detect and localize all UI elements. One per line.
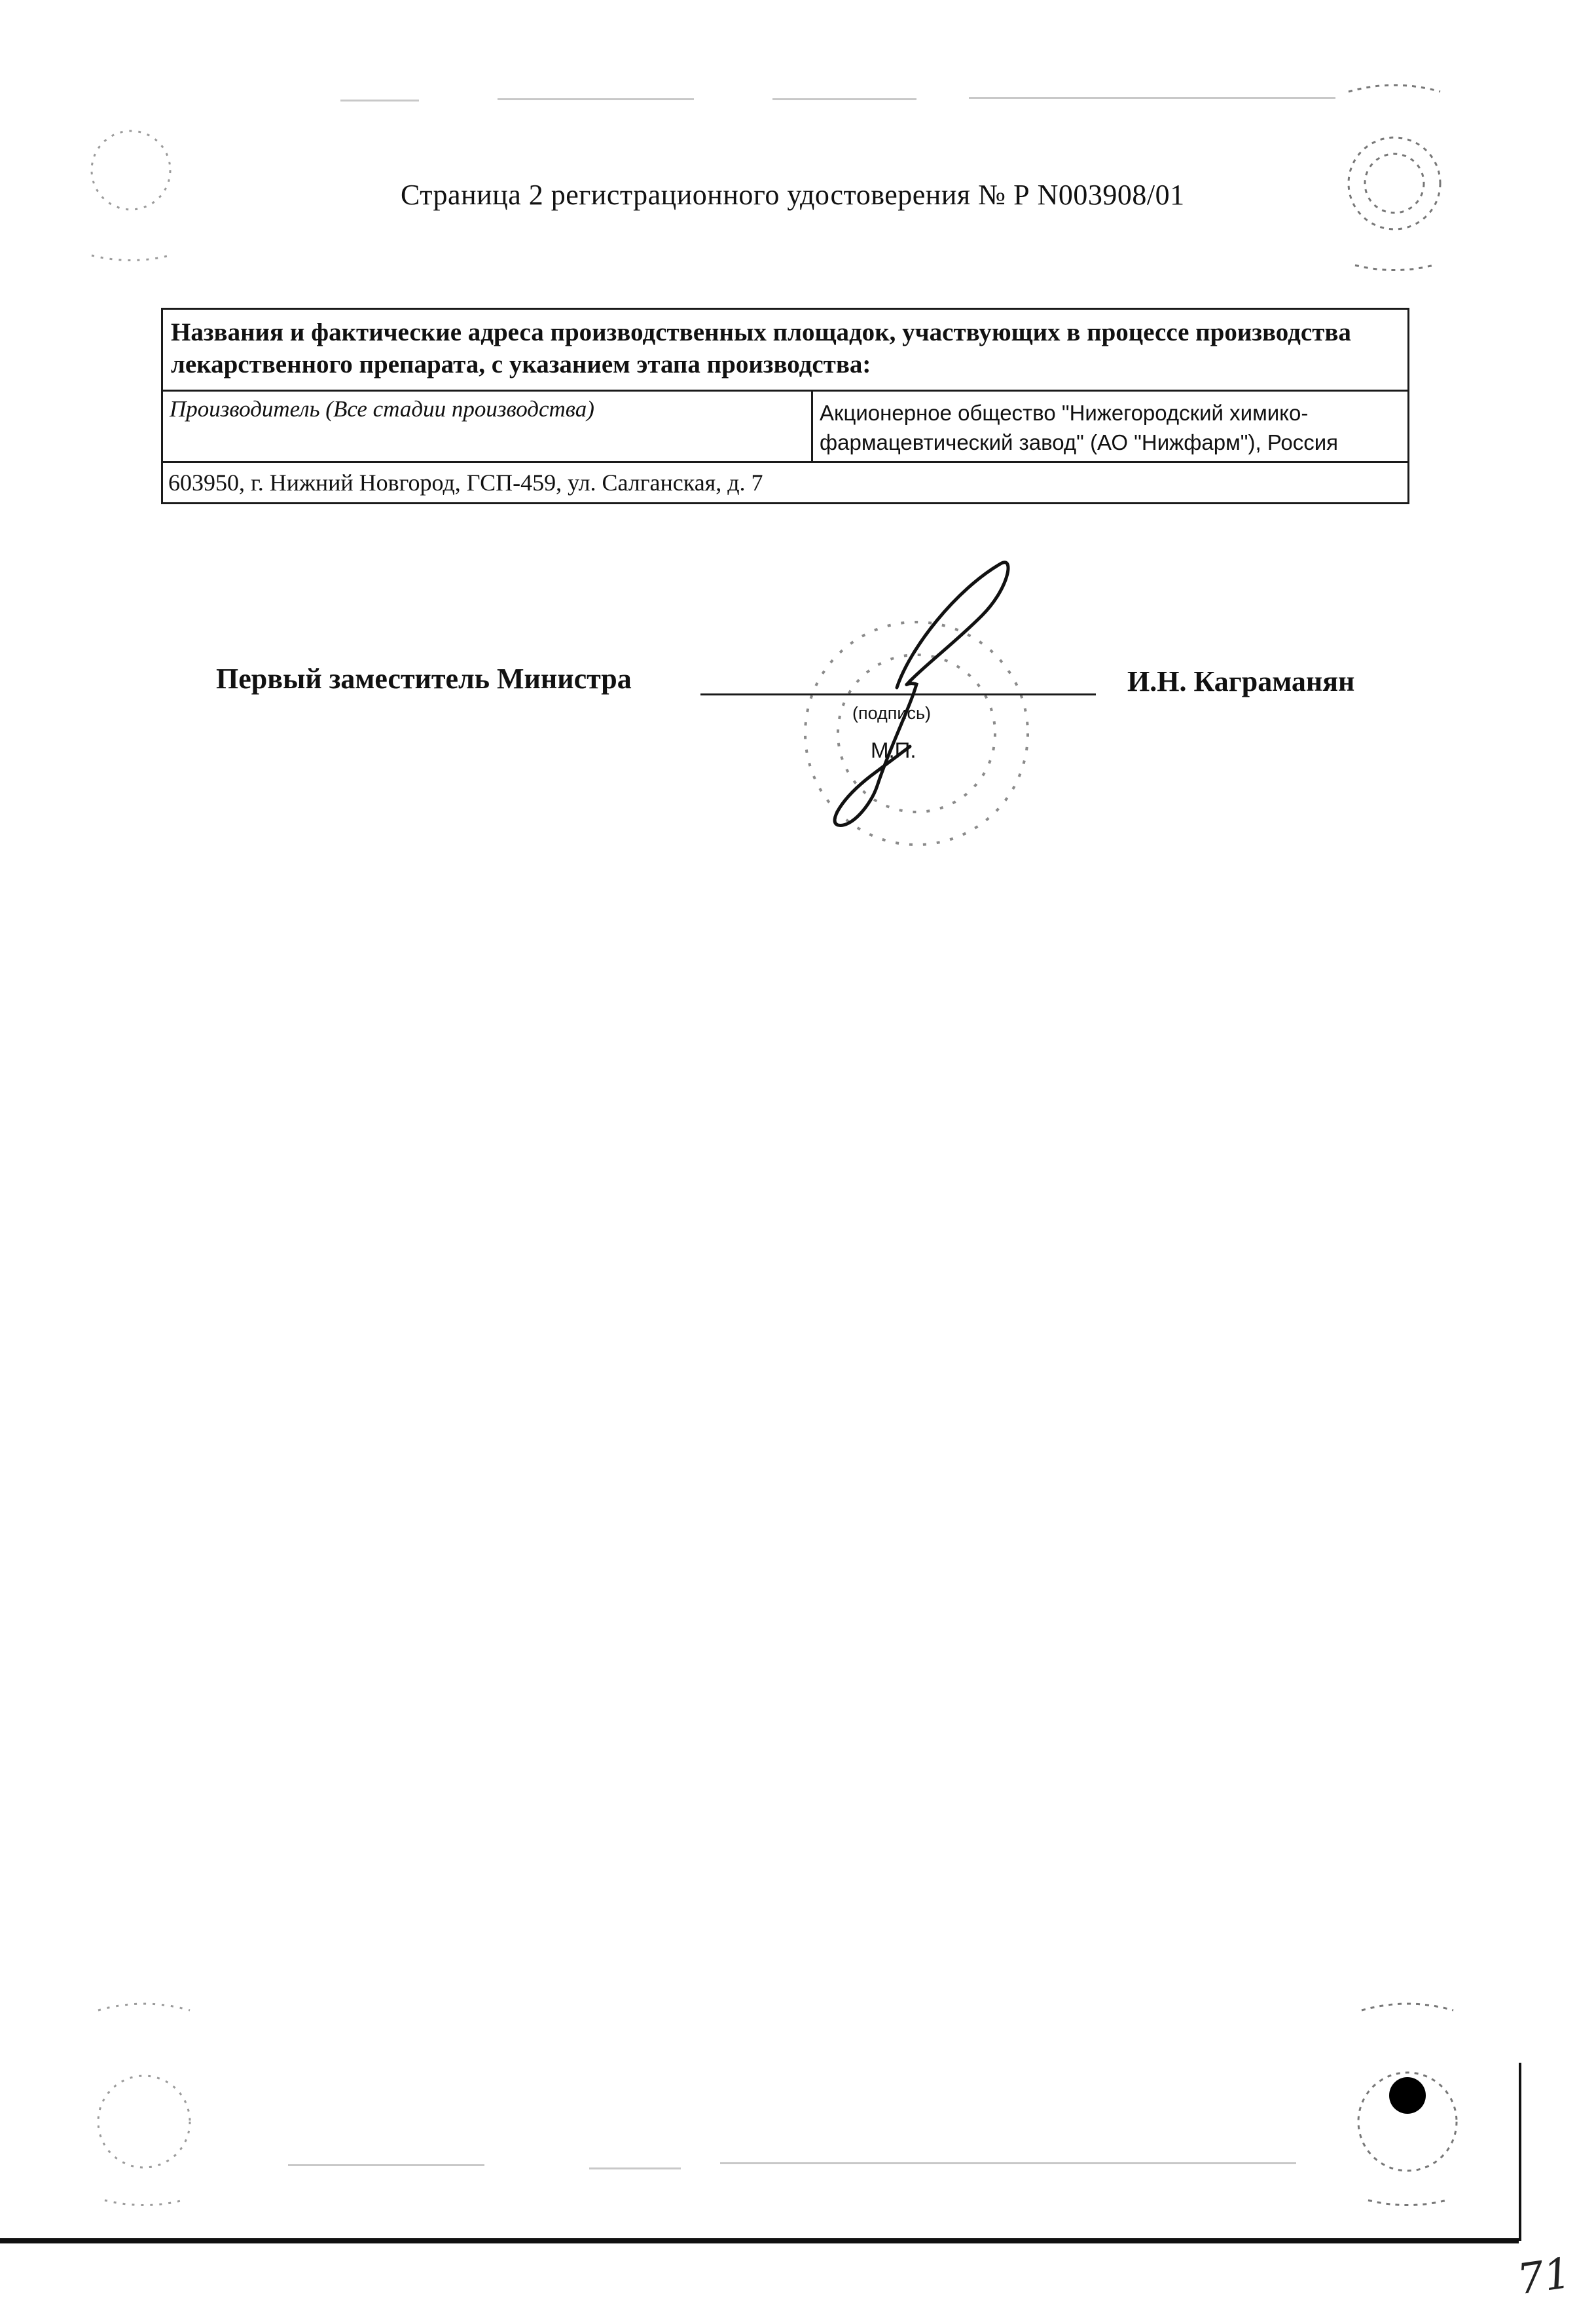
signer-title: Первый заместитель Министра xyxy=(216,663,632,695)
bottom-margin-rule xyxy=(0,2238,1519,2243)
stamp-label: М.П. xyxy=(871,738,916,762)
right-margin-rule xyxy=(1519,2063,1521,2241)
manufacturer-company-cell: Акционерное общество "Нижегородский химико-фармацевтический завод" (АО "Нижфарм"), Россия xyxy=(812,391,1409,462)
manufacturer-role-cell: Производитель (Все стадии производства) xyxy=(162,391,812,462)
scan-artifact xyxy=(720,2162,1296,2164)
table-row xyxy=(162,462,1409,504)
scan-artifact xyxy=(498,98,694,100)
corner-rosette-icon xyxy=(65,98,196,268)
scan-artifact xyxy=(589,2167,681,2169)
corner-rosette-icon xyxy=(1322,1991,1493,2207)
handwritten-page-number: 71 xyxy=(1514,2249,1574,2305)
corner-rosette-icon xyxy=(59,1991,229,2207)
table-heading: Названия и фактические адреса производственных площадок, участвующих в процессе производства лекарственного препарата, с указанием этапа производства: xyxy=(162,309,1409,391)
table-row xyxy=(162,391,1409,462)
scan-artifact xyxy=(288,2164,484,2166)
scan-artifact xyxy=(772,98,916,100)
signer-name: И.Н. Каграманян xyxy=(1127,665,1355,697)
scan-artifact xyxy=(969,97,1335,99)
scan-artifact xyxy=(340,100,419,101)
manufacturer-address-cell: 603950, г. Нижний Новгород, ГСП-459, ул. Салганская, д. 7 xyxy=(162,462,1409,504)
production-sites-table xyxy=(161,308,1409,504)
signature-caption: (подпись) xyxy=(852,703,932,723)
certificate-page-header: Страница 2 регистрационного удостоверения № Р N003908/01 xyxy=(401,179,1185,211)
table-row xyxy=(162,309,1409,391)
corner-rosette-icon xyxy=(1309,79,1479,275)
handwritten-signature-icon xyxy=(812,550,1034,838)
